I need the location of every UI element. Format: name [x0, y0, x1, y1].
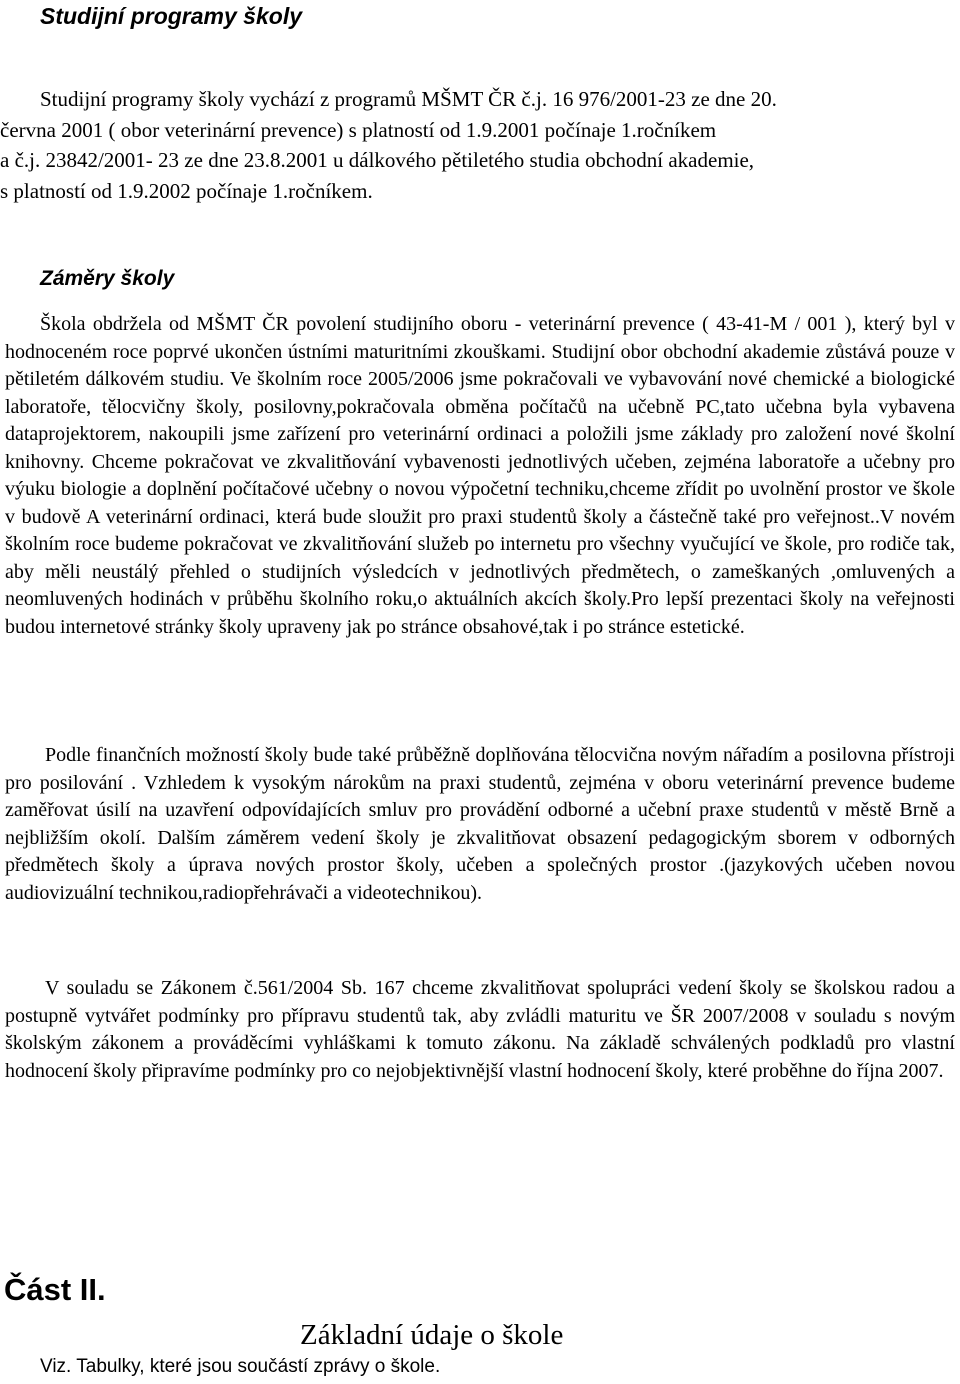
intro-line: června 2001 ( obor veterinární prevence) s platností od 1.9.2001 počínaje 1.ročníkem — [0, 117, 717, 142]
goals-paragraph-1: Škola obdržela od MŠMT ČR povolení studijního oboru - veterinární prevence ( 43-41-M / 001 ), který byl v hodnoceném roce poprvé ukončen ústními maturitními zkouškami. Studijní obor obchodní akademie zůstává pouze v pětiletém dálkovém studiu. Ve školním roce 2005/2006 jsme pokračovali ve vybavování nové chemické a biologické laboratoře, tělocvičny školy, posilovny,pokračovala obměna počítačů na učebně PC,tato učebna byla vybavena dataprojektorem, nakoupili jsme zařízení pro veterinární ordinaci a položili jsme základy pro založení nové školní knihovny. Chceme pokračovat ve zkvalitňování vybavenosti jednotlivých učeben, zejména laboratoře a učebny pro výuku biologie a doplnění počítačové učebny o novou výpočetní techniku,chceme zřídit po uvolnění prostor ve škole v budově A veterinární ordinaci, která bude sloužit pro praxi studentů školy a částečně také pro veřejnost..V novém školním roce budeme pokračovat ve zkvalitňování služeb po internetu pro všechny vyučující ve škole, pro rodiče tak, aby měli neustálý přehled o studijních výsledcích v jednotlivých předmětech, o zameškaných ,omluvených a neomluvených hodinách v průběhu školního roku,o aktuálních akcích školy.Pro lepší prezentaci školy na veřejnosti budou internetové stránky školy upraveny jak po stránce obsahové,tak i po stránce estetické. — [5, 313, 955, 638]
heading-school-goals: Záměry školy — [40, 267, 175, 290]
footnote: Viz. Tabulky, které jsou součástí zprávy o škole. — [40, 1356, 441, 1377]
heading-study-programs: Studijní programy školy — [40, 3, 302, 29]
goals-paragraph-3: V souladu se Zákonem č.561/2004 Sb. 167 chceme zkvalitňovat spolupráci vedení školy se školskou radou a postupně vytvářet podmínky pro přípravu studentů tak, aby zvládli maturitu ve ŠR 2007/2008 v souladu s novým školským zákonem a prováděcími vyhláškami k tomuto zákonu. Na základě schválených podkladů pro vlastní hodnocení školy připravíme podmínky pro co nejobjektivnější vlastní hodnocení školy, které proběhne do října 2007. — [5, 977, 955, 1082]
section-title: Základní údaje o škole — [300, 1319, 564, 1351]
part-title: Část II. — [4, 1272, 106, 1307]
goals-paragraph-2: Podle finančních možností školy bude také průběžně doplňována tělocvična novým nářadím a posilovna přístroji pro posilování . Vzhledem k vysokým nárokům na praxi studentů, zejména v oboru veterinární prevence budeme zaměřovat úsilí na uzavření odpovídajících smluv pro provádění odborné a učební praxe studentů v městě Brně a nejbližším okolí. Dalším záměrem vedení školy je zkvalitňovat obsazení pedagogickým sborem v odborných předmětech školy a úprava nových prostor školy, učeben a společných prostor .(jazykových učeben novou audiovizuální technikou,radiopřehrávači a videotechnikou). — [5, 744, 955, 904]
intro-paragraph — [0, 84, 952, 206]
intro-line: Studijní programy školy vychází z programů MŠMT ČR č.j. 16 976/2001-23 ze dne 20. — [40, 87, 777, 111]
intro-line: s platností od 1.9.2002 počínaje 1.ročníkem. — [0, 178, 373, 203]
intro-line: a č.j. 23842/2001- 23 ze dne 23.8.2001 u dálkového pětiletého studia obchodní akademie, — [0, 148, 755, 172]
